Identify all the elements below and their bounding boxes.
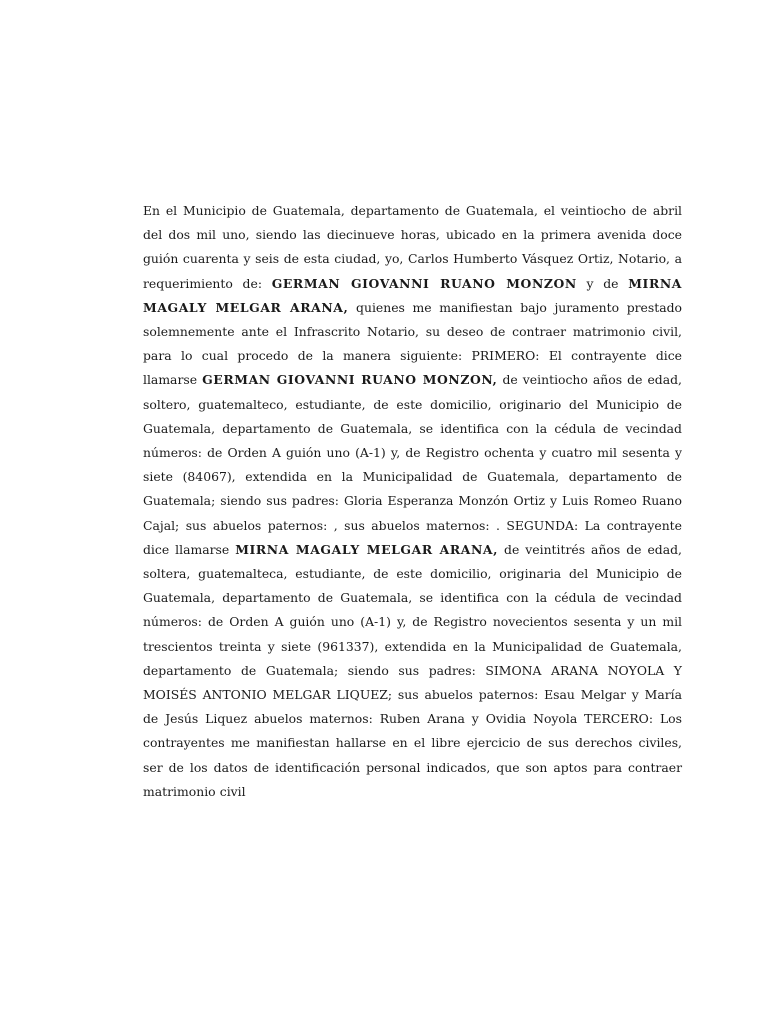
text-segment: quienes me manifiestan bajo juramento prestado solemnemente ante el Infrascrito Notario, su deseo de contraer matrimonio civil, para lo cual procedo de la manera siguiente: PRIMERO: El contrayente dice llamarse bbox=[143, 299, 683, 388]
text-segment: En el Municipio de Guatemala, departamento de Guatemala, el veintiocho de abril del dos mil uno, siendo las diecinueve horas, ubicado en la primera avenida doce guión cuarenta y seis de esta ciudad, yo, Carlos Humberto Vásquez Ortiz, Notario, a requerimiento de: bbox=[143, 203, 682, 291]
document-page bbox=[143, 199, 682, 804]
bride-name-bold: MIRNA MAGALY MELGAR ARANA, bbox=[235, 541, 499, 557]
text-segment: y de bbox=[576, 275, 629, 291]
groom-name-bold: GERMAN GIOVANNI RUANO MONZON bbox=[271, 275, 577, 291]
text-segment: de veintiocho años de edad, soltero, guatemalteco, estudiante, de este domicilio, originario del Municipio de Guatemala, departamento de Guatemala, se identifica con la cédula de vecindad números: de Orden A guión uno (A-1) y, de Registro ochenta y cuatro mil sesenta y siete (84067), extendida en la Municipalidad de Guatemala, departamento de Guatemala; siendo sus padres: Gloria Esperanza Monzón Ortiz y Luis Romeo Ruano Cajal; sus abuelos paternos: , sus abuelos maternos: . SEGUNDA: La contrayente dice llamarse bbox=[143, 372, 682, 557]
body-paragraph bbox=[143, 199, 682, 804]
groom-name-bold: GERMAN GIOVANNI RUANO MONZON, bbox=[202, 372, 498, 388]
text-segment: de veintitrés años de edad, soltera, guatemalteca, estudiante, de este domicilio, originaria del Municipio de Guatemala, departamento de Guatemala, se identifica con la cédula de vecindad números: de Orden A guión uno (A-1) y, de Registro novecientos sesenta y un mil trescientos treinta y siete (961337), extendida en la Municipalidad de Guatemala, departamento de Guatemala; siendo sus padres: SIMONA ARANA NOYOLA Y MOISÉS ANTONIO MELGAR LIQUEZ; sus abuelos paternos: Esau Melgar y María de Jesús Liquez abuelos maternos: Ruben Arana y Ovidia Noyola TERCERO: Los contrayentes me manifiestan hallarse en el libre ejercicio de sus derechos civiles, ser de los datos de identificación personal indicados, que son aptos para contraer matrimonio civil bbox=[143, 541, 682, 799]
bride-name-bold: MIRNA MAGALY MELGAR ARANA, bbox=[143, 275, 682, 315]
